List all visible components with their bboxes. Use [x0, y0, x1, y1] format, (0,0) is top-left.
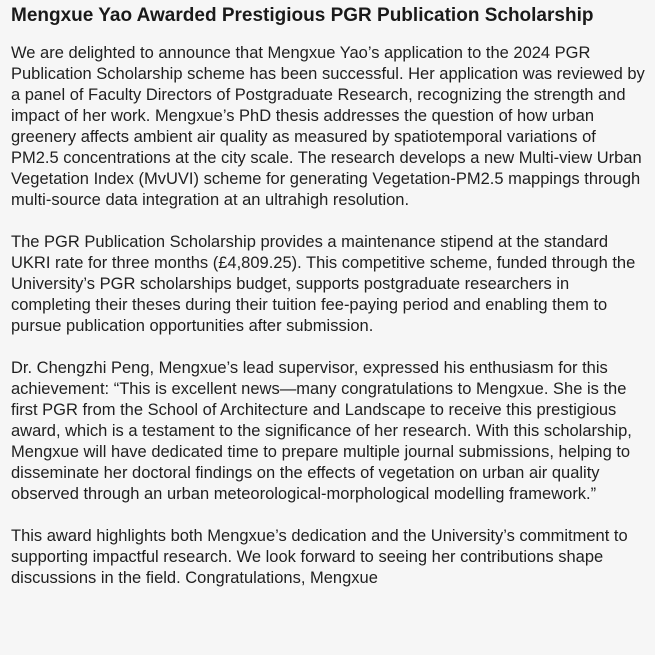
- article-title: Mengxue Yao Awarded Prestigious PGR Publication Scholarship: [11, 5, 594, 26]
- article-paragraph-supervisor-quote: Dr. Chengzhi Peng, Mengxue’s lead supervisor, expressed his enthusiasm for this achievement: “This is excellent news—many congratulations to Mengxue. She is the first PGR from the School of Architecture and Landscape to receive this prestigious award, which is a testament to the significance of her research. With this scholarship, Mengxue will have dedicated time to prepare multiple journal submissions, helping to disseminate her doctoral findings on the effects of vegetation on urban air quality observed through an urban meteorological-morphological modelling framework.”: [11, 359, 632, 503]
- article-paragraph-announcement: We are delighted to announce that Mengxue Yao’s application to the 2024 PGR Publication Scholarship scheme has been successful. Her application was reviewed by a panel of Faculty Directors of Postgraduate Research, recognizing the strength and impact of her work. Mengxue’s PhD thesis addresses the question of how urban greenery affects ambient air quality as measured by spatiotemporal variations of PM2.5 concentrations at the city scale. The research develops a new Multi-view Urban Vegetation Index (MvUVI) scheme for generating Vegetation-PM2.5 mappings through multi-source data integration at an ultrahigh resolution.: [11, 44, 645, 209]
- article-paragraph-scholarship-details: The PGR Publication Scholarship provides a maintenance stipend at the standard UKRI rate for three months (£4,809.25). This competitive scheme, funded through the University’s PGR scholarships budget, supports postgraduate researchers in completing their theses during their tuition fee-paying period and enabling them to pursue publication opportunities after submission.: [11, 233, 636, 335]
- article-paragraph-closing: This award highlights both Mengxue’s dedication and the University’s commitment to supporting impactful research. We look forward to seeing her contributions shape discussions in the field. Congratulations, Mengxue: [11, 527, 628, 587]
